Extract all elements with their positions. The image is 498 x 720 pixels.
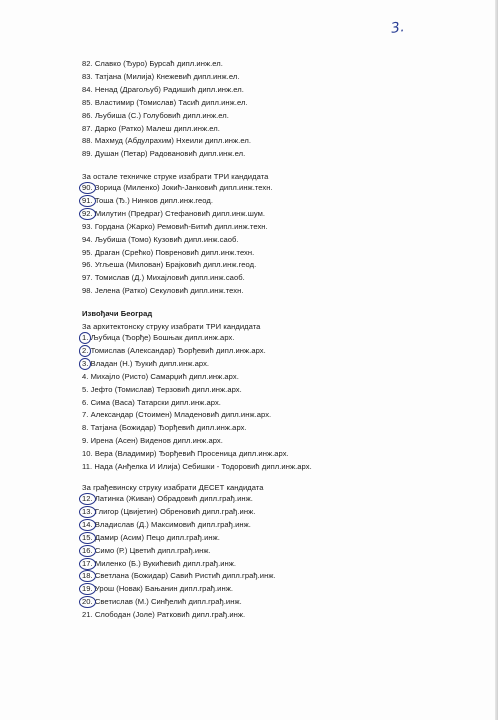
list-item <box>82 136 251 146</box>
list-item <box>82 449 289 459</box>
list-item <box>82 372 239 382</box>
item-number: 6. <box>82 397 89 407</box>
item-number: 95. <box>82 247 93 257</box>
item-text: Славко (Ђуро) Бурсаћ дипл.инж.ел. <box>94 59 223 68</box>
item-text: Светлана (Божидар) Савић Ристић дипл.грађ.инж. <box>94 571 276 581</box>
item-text: Гордана (Жарко) Ремовић-Битић дипл.инж.техн. <box>94 221 268 231</box>
item-text: Дамир (Асим) Пецо дипл.грађ.инж. <box>94 532 220 542</box>
list-item <box>82 462 312 472</box>
item-number: 3. <box>82 358 89 368</box>
list-item <box>82 359 209 369</box>
list-item <box>82 59 223 69</box>
section-title-izvodjaci <box>82 309 152 319</box>
item-text: Љубиша (Томо) Кузовић дипл.инж.саоб. <box>94 234 239 244</box>
list-item <box>82 597 242 607</box>
item-text: Тоша (Ђ.) Нинков дипл.инж.геод. <box>94 195 214 205</box>
item-number: 4. <box>82 371 89 381</box>
list-item <box>82 571 276 581</box>
item-text: Ирена (Асен) Виденов дипл.инж.арх. <box>90 436 223 446</box>
list-item <box>82 235 239 245</box>
item-number: 82. <box>82 59 93 68</box>
line-text: За остале техничке струке изабрати ТРИ кандидата <box>82 172 269 181</box>
list-item <box>82 533 220 543</box>
list-item <box>82 149 245 159</box>
item-text: Михајло (Ристо) Самарџић дипл.инж.арх. <box>90 371 239 381</box>
line-text: Извођачи Београд <box>82 309 153 318</box>
list-item <box>82 111 229 121</box>
list-item <box>82 385 242 395</box>
list-item <box>82 610 245 620</box>
item-text: Латинка (Живан) Обрадовић дипл.грађ.инж. <box>94 494 253 503</box>
item-number: 87. <box>82 123 93 133</box>
item-number: 5. <box>82 384 89 394</box>
line-text: За архитектонску струку изабрати ТРИ кандидата <box>82 322 261 331</box>
item-text: Глигор (Цвијетин) Обреновић дипл.грађ.инж. <box>94 506 256 516</box>
item-text: Љубиша (С.) Голубовић дипл.инж.ел. <box>94 110 229 120</box>
list-item <box>82 209 265 219</box>
item-text: Властимир (Томислав) Тасић дипл.инж.ел. <box>94 97 248 107</box>
item-number: 88. <box>82 136 93 146</box>
item-number: 86. <box>82 110 93 120</box>
item-text: Зорица (Миленко) Јокић-Јанковић дипл.инж.техн. <box>94 183 273 192</box>
item-number: 96. <box>82 260 93 270</box>
item-number: 2. <box>82 345 89 355</box>
item-text: Томислав (Александар) Ђорђевић дипл.инж.арх. <box>90 345 266 355</box>
section-heading-civil <box>82 483 264 493</box>
list-item <box>82 436 223 446</box>
item-text: Сима (Васа) Татарски дипл.инж.арх. <box>90 397 221 407</box>
item-number: 20. <box>82 597 93 607</box>
item-text: Нада (Анђелка И Илија) Себишки - Тодоровић дипл.инж.арх. <box>94 462 312 471</box>
item-text: Љубица (Ђорђе) Бошњак дипл.инж.арх. <box>90 333 235 342</box>
list-item <box>82 410 271 420</box>
list-item <box>82 423 247 433</box>
item-number: 11. <box>82 462 93 471</box>
section-heading-arch <box>82 322 260 332</box>
item-number: 84. <box>82 84 93 94</box>
list-item <box>82 248 254 258</box>
list-item <box>82 507 255 517</box>
item-number: 13. <box>82 506 93 516</box>
item-number: 16. <box>82 545 93 555</box>
item-text: Миленко (Б.) Вукићевић дипл.грађ.инж. <box>94 558 237 568</box>
item-text: Ненад (Драгољуб) Радишић дипл.инж.ел. <box>94 84 244 94</box>
item-text: Урош (Новак) Бањанин дипл.грађ.инж. <box>94 584 233 594</box>
item-text: Вера (Владимир) Ђорђевић Просеница дипл.инж.арх. <box>94 449 289 459</box>
item-number: 94. <box>82 234 93 244</box>
item-number: 10. <box>82 449 93 459</box>
item-text: Угљеша (Милован) Брајковић дипл.инж.геод. <box>94 260 257 270</box>
item-text: Владан (Н.) Ђукић дипл.инж.арх. <box>90 358 210 368</box>
item-number: 97. <box>82 273 93 283</box>
list-item <box>82 222 268 232</box>
item-number: 17. <box>82 558 93 568</box>
list-item <box>82 98 248 108</box>
list-item <box>82 85 244 95</box>
item-number: 14. <box>82 519 93 529</box>
list-item <box>82 286 244 296</box>
item-text: Драган (Срећко) Повреновић дипл.инж.техн. <box>94 247 255 257</box>
item-text: Александар (Стоимен) Младеновић дипл.инж.арх. <box>90 410 272 420</box>
item-number: 12. <box>82 494 93 503</box>
item-number: 85. <box>82 97 93 107</box>
item-text: Слободан (Јоле) Ратковић дипл.грађ.инж. <box>94 610 246 620</box>
list-item <box>82 72 240 82</box>
section-heading-tech <box>82 172 268 182</box>
item-text: Дарко (Ратко) Малеш дипл.инж.ел. <box>94 123 220 133</box>
item-number: 18. <box>82 571 93 581</box>
item-number: 1. <box>82 333 89 342</box>
list-item <box>82 520 251 530</box>
list-item <box>82 559 236 569</box>
list-item <box>82 346 266 356</box>
item-number: 9. <box>82 436 89 446</box>
item-text: Татјана (Божидар) Ђорђевић дипл.инж.арх. <box>90 423 247 433</box>
list-item <box>82 398 221 408</box>
item-text: Јефто (Томислав) Терзовић дипл.инж.арх. <box>90 384 242 394</box>
item-number: 21. <box>82 610 93 620</box>
list-item <box>82 494 253 504</box>
item-text: Светислав (М.) Синђелић дипл.грађ.инж. <box>94 597 242 607</box>
line-text: За грађевинску струку изабрати ДЕСЕТ кандидата <box>82 483 264 492</box>
item-text: Томислав (Д.) Михајловић дипл.инж.саоб. <box>94 273 245 283</box>
item-number: 98. <box>82 286 93 296</box>
list-item <box>82 196 213 206</box>
item-text: Душан (Петар) Радовановић дипл.инж.ел. <box>94 149 246 159</box>
item-text: Јелена (Ратко) Секуловић дипл.инж.техн. <box>94 286 244 296</box>
page-number: 3. <box>389 19 406 37</box>
item-number: 90. <box>82 183 93 192</box>
list-item <box>82 333 235 343</box>
item-number: 83. <box>82 71 93 81</box>
item-number: 19. <box>82 584 93 594</box>
item-number: 89. <box>82 149 93 159</box>
list-item <box>82 183 273 193</box>
item-text: Симо (Р.) Цветић дипл.грађ.инж. <box>94 545 211 555</box>
item-text: Владислав (Д.) Максимовић дипл.грађ.инж. <box>94 519 251 529</box>
item-number: 93. <box>82 221 93 231</box>
list-item <box>82 124 220 134</box>
list-item <box>82 584 233 594</box>
item-number: 7. <box>82 410 89 420</box>
item-number: 91. <box>82 195 93 205</box>
item-number: 8. <box>82 423 89 433</box>
list-item <box>82 260 256 270</box>
list-item <box>82 273 245 283</box>
item-text: Милутин (Предраг) Стефановић дипл.инж.шум. <box>94 208 266 218</box>
list-item <box>82 546 211 556</box>
item-text: Махмуд (Абдулрахим) Нхеили дипл.инж.ел. <box>94 136 252 146</box>
item-text: Татјана (Милија) Кнежевић дипл.инж.ел. <box>94 71 240 81</box>
item-number: 15. <box>82 532 93 542</box>
item-number: 92. <box>82 208 93 218</box>
